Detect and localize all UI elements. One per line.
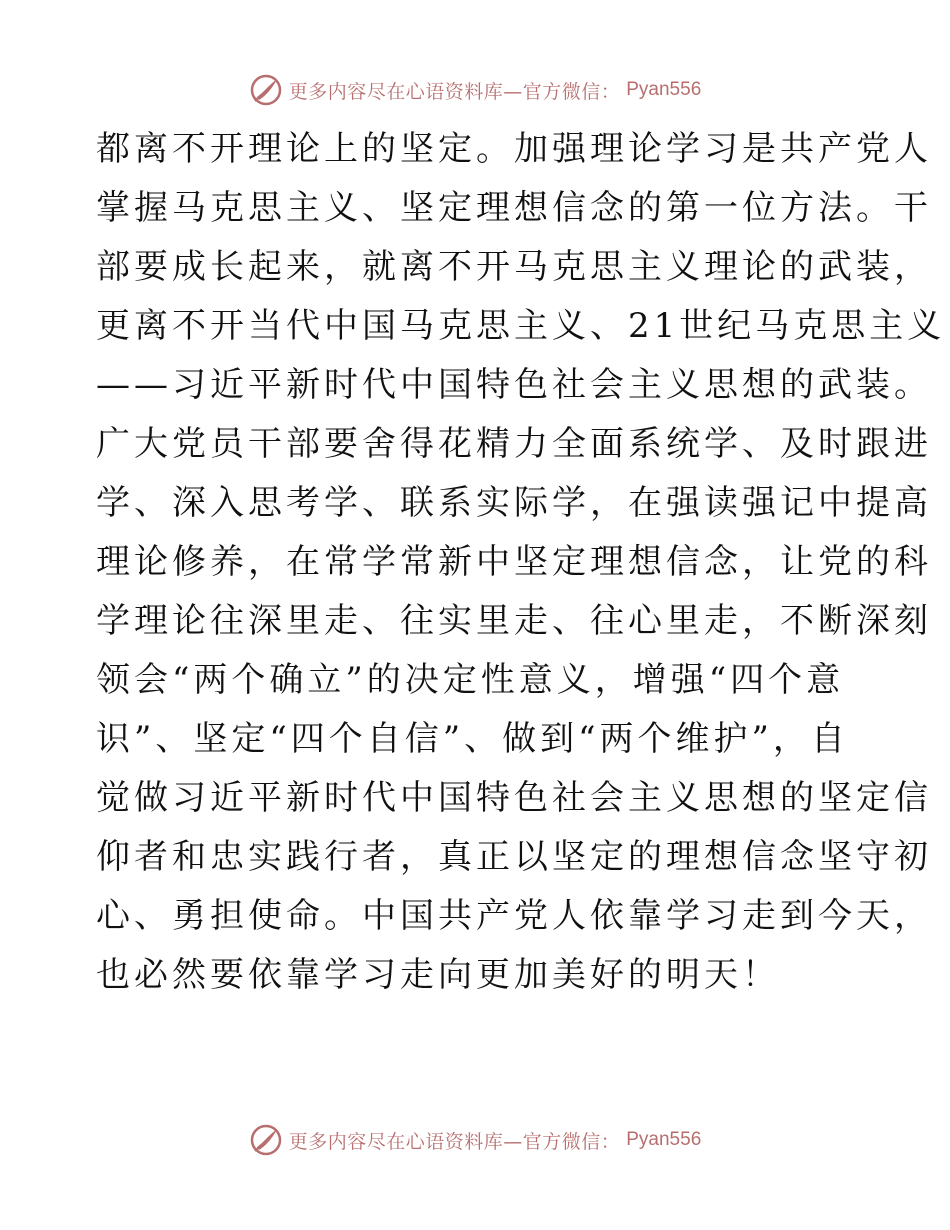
watermark-wechat-id: Pyan556 [626, 1129, 702, 1150]
watermark-wechat-id: Pyan556 [626, 79, 702, 100]
text-line: 学、深入思考学、联系实际学，在强读强记中提高 [96, 483, 932, 523]
text-line: ——习近平新时代中国特色社会主义思想的武装。 [96, 365, 932, 405]
text-line: 也必然要依靠学习走向更加美好的明天！ [96, 955, 780, 995]
watermark-text: 更多内容尽在心语资料库—官方微信： [288, 1130, 621, 1153]
text-line: 识”、坚定“四个自信”、做到“两个维护”，自 [96, 719, 849, 759]
footer-watermark [0, 1118, 950, 1162]
text-line: 学理论往深里走、往实里走、往心里走，不断深刻 [96, 601, 932, 641]
document-body [96, 120, 946, 1005]
text-line: 更离不开当代中国马克思主义、21世纪马克思主义 [96, 306, 946, 346]
text-line: 心、勇担使命。中国共产党人依靠学习走到今天， [96, 896, 932, 936]
text-line: 广大党员干部要舍得花精力全面系统学、及时跟进 [96, 424, 932, 464]
watermark-text: 更多内容尽在心语资料库—官方微信： [288, 80, 621, 103]
text-line: 部要成长起来，就离不开马克思主义理论的武装， [96, 247, 932, 287]
header-watermark [0, 68, 950, 112]
quill-logo-icon [249, 1123, 283, 1157]
text-line: 仰者和忠实践行者，真正以坚定的理想信念坚守初 [96, 837, 932, 877]
text-line: 理论修养，在常学常新中坚定理想信念，让党的科 [96, 542, 932, 582]
text-line: 都离不开理论上的坚定。加强理论学习是共产党人 [96, 129, 932, 169]
text-line: 掌握马克思主义、坚定理想信念的第一位方法。干 [96, 188, 932, 228]
quill-logo-icon [249, 73, 283, 107]
text-line: 领会“两个确立”的决定性意义，增强“四个意 [96, 660, 845, 700]
text-line: 觉做习近平新时代中国特色社会主义思想的坚定信 [96, 778, 932, 818]
